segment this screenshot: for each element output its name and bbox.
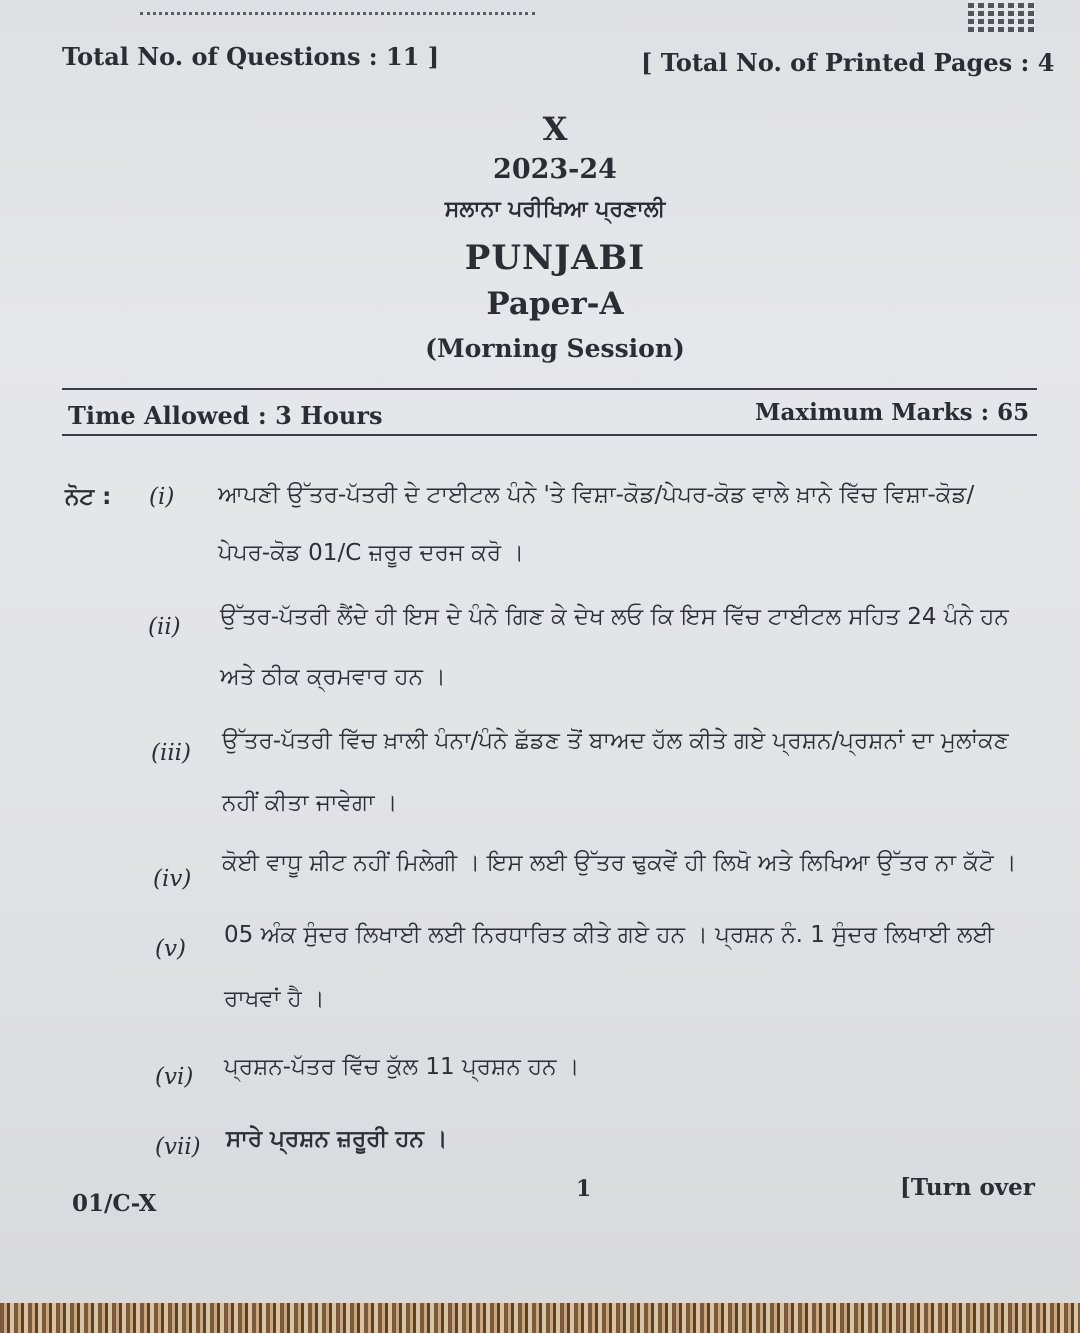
subject-title: PUNJABI bbox=[464, 238, 646, 278]
note-line: ਆਪਣੀ ਉੱਤਰ-ਪੱਤਰੀ ਦੇ ਟਾਈਟਲ ਪੰਨੇ 'ਤੇ ਵਿਸ਼ਾ-ਕੋਡ/ਪੇਪਰ-ਕੋਡ ਵਾਲੇ ਖ਼ਾਨੇ ਵਿੱਚ ਵਿਸ਼ਾ-ਕੋਡ/ bbox=[218, 482, 975, 508]
note-line: ਪੇਪਰ-ਕੋਡ 01/C ਜ਼ਰੂਰ ਦਰਜ ਕਰੋ । bbox=[218, 540, 524, 566]
maximum-marks: Maximum Marks : 65 bbox=[755, 399, 1030, 426]
note-number: (v) bbox=[155, 936, 186, 962]
divider-top bbox=[62, 388, 1037, 390]
note-number: (vii) bbox=[155, 1134, 201, 1160]
barcode-icon bbox=[968, 0, 1036, 32]
note-number: (ii) bbox=[148, 614, 181, 640]
note-number: (iv) bbox=[153, 866, 192, 892]
total-pages: [ Total No. of Printed Pages : 4 bbox=[641, 48, 1055, 77]
woven-mat-background bbox=[0, 1303, 1080, 1333]
note-line: ਪ੍ਰਸ਼ਨ-ਪੱਤਰ ਵਿੱਚ ਕੁੱਲ 11 ਪ੍ਰਸ਼ਨ ਹਨ । bbox=[224, 1054, 580, 1080]
exam-year: 2023-24 bbox=[493, 154, 617, 185]
session-label: (Morning Session) bbox=[425, 334, 685, 363]
note-line: ਨਹੀਂ ਕੀਤਾ ਜਾਵੇਗਾ । bbox=[222, 790, 398, 816]
divider-bottom bbox=[62, 434, 1037, 436]
paper-code: 01/C-X bbox=[72, 1190, 157, 1217]
note-number: (iii) bbox=[151, 740, 192, 766]
turn-over: [Turn over bbox=[900, 1174, 1035, 1201]
page-number: 1 bbox=[576, 1176, 592, 1202]
note-line: ਉੱਤਰ-ਪੱਤਰੀ ਵਿੱਚ ਖ਼ਾਲੀ ਪੰਨਾ/ਪੰਨੇ ਛੱਡਣ ਤੋਂ ਬਾਅਦ ਹੱਲ ਕੀਤੇ ਗਏ ਪ੍ਰਸ਼ਨ/ਪ੍ਰਸ਼ਨਾਂ ਦਾ ਮੁਲਾਂਕਣ bbox=[222, 728, 1009, 754]
note-line: ਅਤੇ ਠੀਕ ਕ੍ਰਮਵਾਰ ਹਨ । bbox=[220, 664, 446, 690]
note-number: (i) bbox=[149, 484, 175, 510]
notes-label: ਨੋਟ : bbox=[65, 484, 112, 510]
top-dotted-line bbox=[140, 0, 535, 15]
time-allowed: Time Allowed : 3 Hours bbox=[68, 401, 383, 430]
class-label: X bbox=[542, 110, 568, 148]
note-line: ਸਾਰੇ ਪ੍ਰਸ਼ਨ ਜ਼ਰੂਰੀ ਹਨ । bbox=[226, 1126, 448, 1152]
note-line: ਰਾਖਵਾਂ ਹੈ । bbox=[224, 986, 325, 1012]
note-number: (vi) bbox=[155, 1064, 194, 1090]
note-line: ਕੋਈ ਵਾਧੂ ਸ਼ੀਟ ਨਹੀਂ ਮਿਲੇਗੀ । ਇਸ ਲਈ ਉੱਤਰ ਢੁਕਵੇਂ ਹੀ ਲਿਖੋ ਅਤੇ ਲਿਖਿਆ ਉੱਤਰ ਨਾ ਕੱਟੋ । bbox=[222, 850, 1017, 876]
total-questions: Total No. of Questions : 11 ] bbox=[62, 42, 440, 71]
paper-label: Paper-A bbox=[486, 286, 624, 322]
note-line: ਉੱਤਰ-ਪੱਤਰੀ ਲੈਂਦੇ ਹੀ ਇਸ ਦੇ ਪੰਨੇ ਗਿਣ ਕੇ ਦੇਖ ਲਓ ਕਿ ਇਸ ਵਿੱਚ ਟਾਈਟਲ ਸਹਿਤ 24 ਪੰਨੇ ਹਨ bbox=[220, 604, 1009, 630]
note-line: 05 ਅੰਕ ਸੁੰਦਰ ਲਿਖਾਈ ਲਈ ਨਿਰਧਾਰਿਤ ਕੀਤੇ ਗਏ ਹਨ । ਪ੍ਰਸ਼ਨ ਨੰ. 1 ਸੁੰਦਰ ਲਿਖਾਈ ਲਈ bbox=[224, 922, 994, 948]
exam-system: ਸਲਾਨਾ ਪਰੀਖਿਆ ਪ੍ਰਣਾਲੀ bbox=[444, 197, 666, 222]
